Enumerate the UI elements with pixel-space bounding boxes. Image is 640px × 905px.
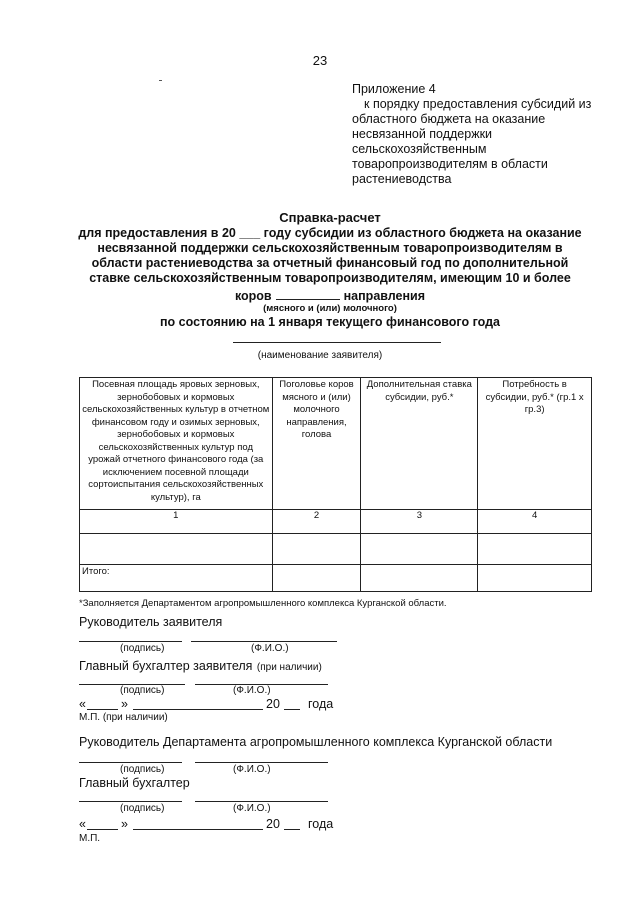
appendix-block — [352, 82, 612, 187]
col-number: 4 — [478, 510, 592, 534]
fio-caption: (Ф.И.О.) — [251, 643, 289, 654]
appendix-line: несвязанной поддержки — [352, 127, 493, 141]
fio-line[interactable] — [195, 801, 328, 802]
day-blank[interactable] — [87, 829, 118, 830]
applicant-caption: (наименование заявителя) — [257, 350, 383, 361]
cows-prefix: коров — [234, 289, 272, 303]
state-date-line: по состоянию на 1 января текущего финансового года — [160, 315, 500, 329]
appendix-line: к порядку предоставления субсидий из — [364, 97, 592, 111]
calculation-table — [79, 377, 592, 592]
table-header-row — [80, 378, 592, 510]
table-cell[interactable] — [478, 534, 592, 565]
doc-subtitle — [70, 226, 590, 286]
stamp-if-any: М.П. (при наличии) — [79, 712, 168, 723]
cows-direction-blank[interactable] — [276, 287, 340, 300]
sign-caption: (подпись) — [120, 764, 165, 775]
appendix-line: товаропроизводителям в области — [352, 157, 548, 171]
table-cell[interactable] — [80, 534, 273, 565]
table-cell[interactable] — [272, 534, 361, 565]
table-cell[interactable] — [272, 565, 361, 592]
header-cow-count: Поголовье коров мясного и (или) молочного направления, голова — [272, 378, 361, 510]
year-suffix: года — [308, 817, 334, 831]
head-applicant-label: Руководитель заявителя — [79, 615, 223, 629]
day-blank[interactable] — [87, 709, 118, 710]
subtitle-line: несвязанной поддержки сельскохозяйственным товаропроизводителям в — [97, 241, 563, 255]
appendix-line: областного бюджета на оказание — [352, 112, 546, 126]
month-blank[interactable] — [133, 709, 263, 710]
month-blank[interactable] — [133, 829, 263, 830]
subtitle-line: для предоставления в 20 ___ году субсидии из областного бюджета на оказание — [78, 226, 582, 240]
scan-mark — [159, 80, 162, 81]
meat-dairy-note: (мясного и (или) молочного) — [263, 303, 397, 314]
quote-open: « — [79, 817, 86, 831]
table-number-row — [80, 510, 592, 534]
fio-caption: (Ф.И.О.) — [233, 803, 271, 814]
applicant-name-blank[interactable] — [233, 342, 441, 343]
fio-line[interactable] — [191, 641, 337, 642]
header-need: Потребность в субсидии, руб.* (гр.1 x гр.3) — [478, 378, 592, 510]
appendix-line: сельскохозяйственным — [352, 142, 487, 156]
chief-accountant-applicant — [79, 657, 322, 675]
table-cell[interactable] — [361, 565, 478, 592]
header-rate: Дополнительная ставка субсидии, руб.* — [361, 378, 478, 510]
year-prefix: 20 — [266, 817, 280, 831]
page-number: 23 — [312, 53, 328, 68]
signature-line[interactable] — [79, 801, 182, 802]
year-suffix: года — [308, 697, 334, 711]
year-blank[interactable] — [284, 829, 300, 830]
appendix-title: Приложение 4 — [352, 82, 436, 96]
cows-suffix: направления — [343, 289, 426, 303]
sign-caption: (подпись) — [120, 643, 165, 654]
table-row — [80, 534, 592, 565]
table-cell[interactable] — [478, 565, 592, 592]
quote-open: « — [79, 697, 86, 711]
subtitle-line: области растениеводства за отчетный финансовый год по дополнительной — [91, 256, 569, 270]
col-number: 1 — [80, 510, 273, 534]
head-department-label: Руководитель Департамента агропромышленного комплекса Курганской области — [79, 735, 553, 749]
quote-close: » — [121, 817, 128, 831]
footnote: *Заполняется Департаментом агропромышленного комплекса Курганской области. — [79, 598, 447, 609]
year-prefix: 20 — [266, 697, 280, 711]
sign-caption: (подпись) — [120, 803, 165, 814]
year-blank[interactable] — [284, 709, 300, 710]
fio-caption: (Ф.И.О.) — [233, 764, 271, 775]
total-label: Итого: — [80, 565, 273, 592]
doc-title: Справка-расчет — [279, 210, 381, 225]
signature-line[interactable] — [79, 641, 182, 642]
chief-accountant-applicant-label: Главный бухгалтер заявителя — [79, 659, 253, 673]
fio-caption: (Ф.И.О.) — [233, 685, 271, 696]
header-sown-area: Посевная площадь яровых зерновых, зернобобовых и кормовых сельскохозяйственных культур в отчетном финансовом году и озимых зерновых, зернобобовых и кормовых сельскохозяйственных культур под урожай отчетного финансового года (за исключением посевной площади сортоиспытания сельскохозяйственных культур), га — [80, 378, 273, 510]
signature-line[interactable] — [79, 762, 182, 763]
subtitle-line: ставке сельскохозяйственным товаропроизводителям, имеющим 10 и более — [89, 271, 571, 285]
table-total-row — [80, 565, 592, 592]
cows-line — [70, 287, 590, 303]
table-cell[interactable] — [361, 534, 478, 565]
col-number: 2 — [272, 510, 361, 534]
appendix-line: растениеводства — [352, 172, 452, 186]
if-any-note: (при наличии) — [256, 662, 322, 673]
quote-close: » — [121, 697, 128, 711]
fio-line[interactable] — [195, 762, 328, 763]
sign-caption: (подпись) — [120, 685, 165, 696]
stamp-mark: М.П. — [79, 833, 101, 844]
col-number: 3 — [361, 510, 478, 534]
chief-accountant-label: Главный бухгалтер — [79, 776, 190, 790]
